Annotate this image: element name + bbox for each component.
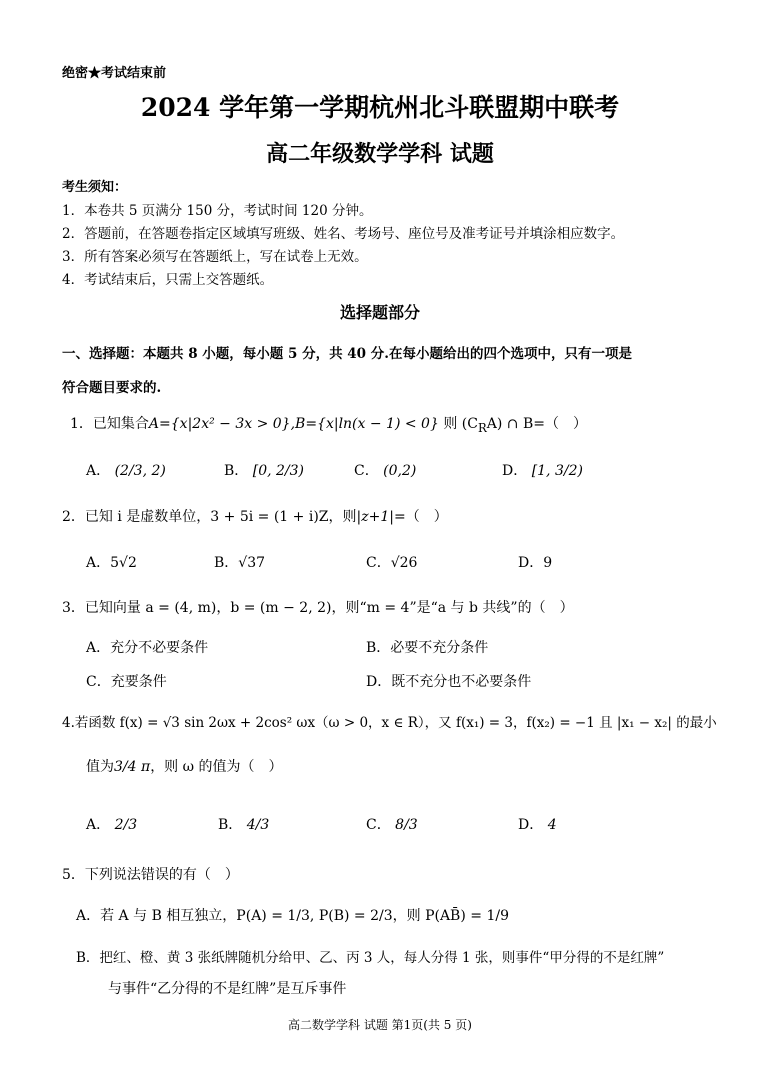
q4-option-a: A． 2/3 — [86, 817, 138, 833]
question-1 — [70, 413, 587, 435]
q1-option-b: B． [0, 2/3) — [224, 463, 305, 479]
notice-heading: 考生须知： — [62, 180, 128, 195]
q2-expr: |z+1| — [356, 509, 394, 525]
q1-sub: R — [477, 420, 487, 435]
q2-text: 2．已知 i 是虚数单位，3 + 5i = (1 + i)Z，则 — [62, 509, 357, 525]
notice-item-2: 2．答题前，在答题卷指定区域填写班级、姓名、考场号、座位号及准考证号并填涂相应数字。 — [62, 226, 625, 242]
q1-prefix: 1．已知集合 — [70, 416, 149, 432]
notice-item-1: 1．本卷共 5 页满分 150 分，考试时间 120 分钟。 — [62, 203, 373, 219]
part1-instructions-line1: 一、选择题：本题共 8 小题，每小题 5 分，共 40 分.在每小题给出的四个选项中，只有一项是 — [62, 346, 632, 362]
notice-item-4: 4．考试结束后，只需上交答题纸。 — [62, 272, 274, 288]
exam-title: 2024 学年第一学期杭州北斗联盟期中联考 — [140, 93, 620, 122]
notice-item-3: 3．所有答案必须写在答题纸上，写在试卷上无效。 — [62, 249, 368, 265]
question-5: 5．下列说法错误的有（ ） — [62, 867, 239, 883]
exam-subtitle: 高二年级数学学科 试题 — [266, 141, 494, 167]
q3-option-d: D．既不充分也不必要条件 — [366, 674, 532, 690]
page-footer: 高二数学学科 试题 第1页(共 5 页) — [288, 1018, 472, 1032]
q2-option-c: C．√26 — [366, 555, 418, 571]
q1-set-a: A={x|2x² − 3x > 0} — [148, 416, 291, 432]
q1-option-a: A． (2/3, 2) — [86, 463, 166, 479]
q4-option-d: D． 4 — [518, 817, 557, 833]
q4-option-c: C． 8/3 — [366, 817, 418, 833]
q3-option-c: C．充要条件 — [86, 674, 167, 690]
question-2 — [62, 506, 448, 526]
q1-option-d: D． [1, 3/2) — [502, 463, 583, 479]
confidential-mark: 绝密★考试结束前 — [62, 66, 167, 81]
q1-option-c: C． (0,2) — [354, 463, 417, 479]
section-title: 选择题部分 — [339, 303, 420, 322]
q1-suffix: 则 (C — [443, 416, 478, 432]
q2-option-a: A．5√2 — [86, 555, 137, 571]
q1-set-b: ,B={x|ln(x − 1) < 0} — [290, 416, 439, 432]
q1-tail: A) ∩ B=（ ） — [486, 416, 587, 432]
part1-instructions-line2: 符合题目要求的. — [62, 380, 162, 396]
q4-option-b: B． 4/3 — [218, 817, 270, 833]
question-3: 3．已知向量 a = (4, m)，b = (m − 2, 2)，则“m = 4”是“a 与 b 共线”的（ ） — [62, 600, 574, 616]
q2-option-b: B．√37 — [214, 555, 266, 571]
q5-option-b-line1: B．把红、橙、黄 3 张纸牌随机分给甲、乙、丙 3 人，每人分得 1 张，则事件“甲分得的不是红牌” — [76, 950, 665, 966]
question-4-line2: 值为3/4 π，则 ω 的值为（ ） — [86, 759, 283, 775]
q2-option-d: D．9 — [518, 555, 553, 571]
q5-option-b-line2: 与事件“乙分得的不是红牌”是互斥事件 — [108, 981, 347, 997]
question-4-line1: 4.若函数 f(x) = √3 sin 2ωx + 2cos² ωx（ω > 0，x ∈ R），又 f(x₁) = 3，f(x₂) = −1 且 |x₁ − x₂| 的最小 — [62, 715, 717, 731]
q2-tail: =（ ） — [393, 509, 448, 525]
q5-option-a: A．若 A 与 B 相互独立，P(A) = 1/3, P(B) = 2/3，则 P(AB̄) = 1/9 — [76, 908, 509, 924]
q3-option-b: B．必要不充分条件 — [366, 640, 489, 656]
q3-option-a: A．充分不必要条件 — [86, 640, 209, 656]
q4-min-value: 3/4 π — [114, 759, 151, 775]
